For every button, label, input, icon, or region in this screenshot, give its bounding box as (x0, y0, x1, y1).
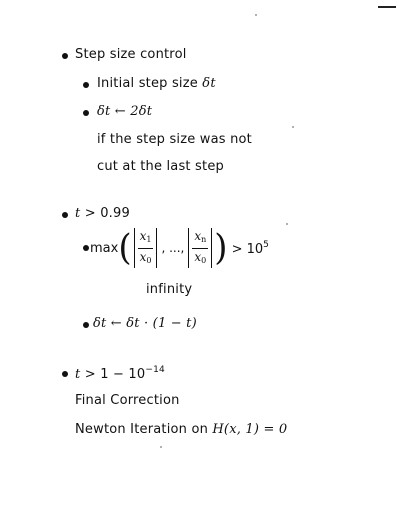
greater-than-power (232, 240, 269, 257)
x0-var: x (194, 249, 202, 264)
bullet-dot (83, 110, 89, 116)
newton-iteration-line (75, 422, 287, 437)
fraction-x1-over-x0 (138, 229, 154, 268)
initial-step-size-text: Initial step size (97, 76, 203, 91)
step-size-control-heading (75, 47, 187, 62)
final-correction-label: Final Correction (75, 393, 180, 408)
bullet-dot (62, 53, 68, 59)
bullet-dot (83, 245, 89, 251)
abs-bar (134, 228, 135, 268)
step-shrink-line (93, 316, 197, 331)
infinity-label: infinity (146, 282, 193, 297)
assign-arrow: ← (110, 104, 131, 119)
step-shrink-rhs: δt · (1 − t) (126, 316, 197, 331)
exponent-five: 5 (263, 239, 269, 250)
assign-arrow: ← (106, 316, 127, 331)
max-text: max (90, 240, 119, 256)
condition-note-line-1: if the step size was not (97, 132, 252, 147)
fraction-numerator (192, 229, 208, 249)
abs-bar (211, 228, 212, 268)
scan-mark-top-right (378, 6, 396, 8)
right-paren: ) (214, 227, 228, 269)
gt-ten: > 10 (231, 241, 264, 257)
fraction-denominator (192, 249, 208, 268)
step-doubling-rhs: 2δt (130, 104, 153, 119)
abs-bar (156, 228, 157, 268)
t-symbol: t (75, 206, 81, 221)
bullet-dot (83, 82, 89, 88)
t-symbol: t (75, 367, 81, 382)
ellipsis: , ..., (161, 241, 185, 255)
bullet-dot (62, 371, 68, 377)
homotopy-equation: H(x, 1) = 0 (212, 422, 288, 437)
bullet-dot (62, 212, 68, 218)
heading-text: Step size control (75, 47, 187, 62)
x0-subscript: 0 (146, 255, 152, 265)
initial-step-size-line (97, 76, 216, 91)
x0-var: x (139, 249, 147, 264)
exponent-neg-14: −14 (145, 365, 165, 375)
scan-speck (160, 446, 162, 448)
condition-note-line-2: cut at the last step (97, 159, 224, 174)
t-greater-op: > (80, 206, 101, 221)
scan-speck (286, 223, 288, 225)
x0-subscript: 0 (201, 255, 207, 265)
newton-iteration-text: Newton Iteration on (75, 422, 213, 437)
fraction-numerator (138, 229, 154, 249)
t-greater-than-line (75, 206, 130, 221)
t-threshold: 0.99 (100, 206, 130, 221)
xn-subscript: n (201, 234, 207, 244)
t-near-one-line (75, 365, 165, 382)
scan-speck (292, 126, 294, 128)
step-shrink-lhs: δt (93, 316, 107, 331)
fraction-xn-over-x0 (192, 229, 208, 268)
t-near-one-op: > 1 − 10 (80, 367, 146, 382)
step-doubling-line (97, 104, 152, 119)
step-doubling-lhs: δt (97, 104, 111, 119)
abs-bar (188, 228, 189, 268)
x1-var: x (139, 228, 147, 243)
xn-var: x (194, 228, 202, 243)
bullet-dot (83, 322, 89, 328)
left-paren: ( (118, 227, 132, 269)
scan-speck (255, 14, 257, 16)
delta-t-symbol: δt (202, 76, 216, 91)
x1-subscript: 1 (146, 234, 152, 244)
fraction-denominator (138, 249, 154, 268)
max-ratio-expression (90, 226, 269, 270)
